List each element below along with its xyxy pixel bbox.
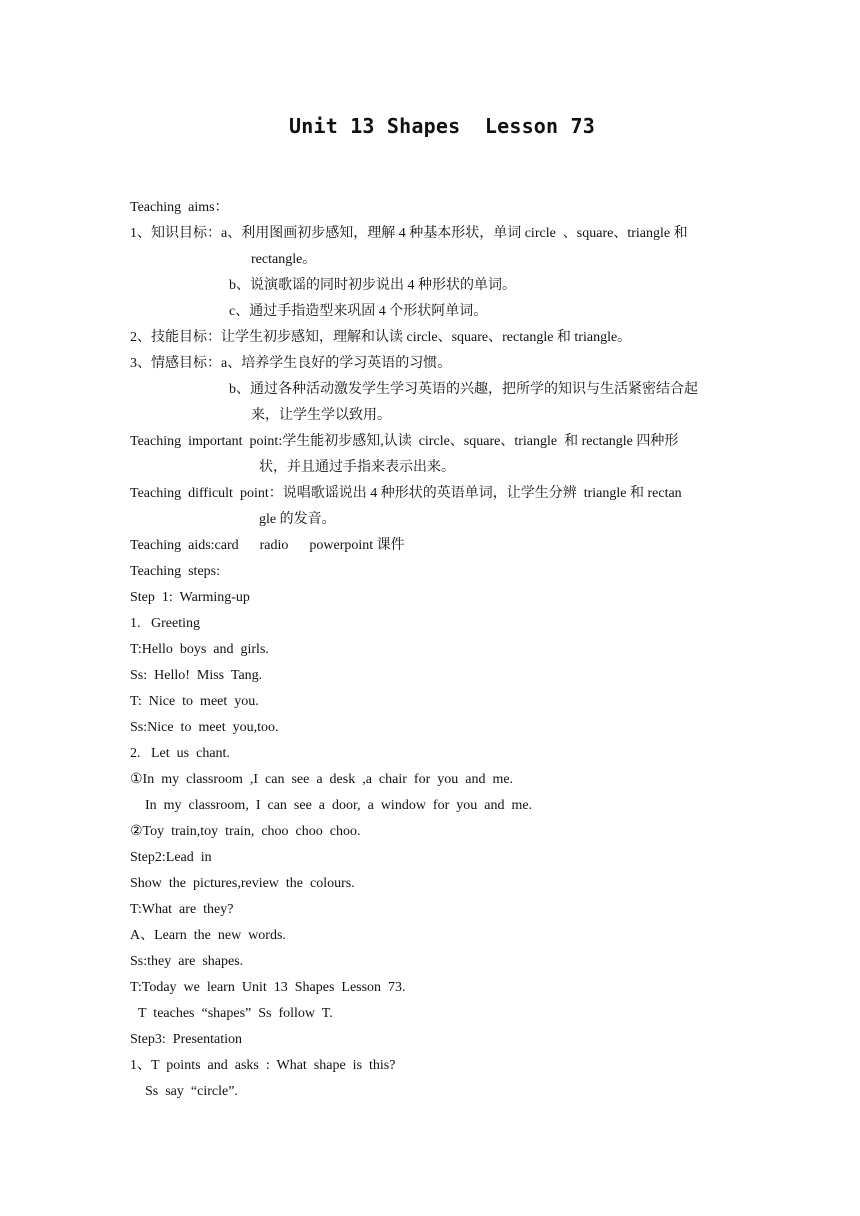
text-line: Teaching difficult point：说唱歌谣说出 4 种形状的英语单词，让学生分辨 triangle 和 rectan: [130, 486, 682, 501]
text-line: 3、情感目标：a、培养学生良好的学习英语的习惯。: [130, 356, 452, 371]
text-line: Teaching aims：: [130, 200, 229, 215]
text-line: Ss say “circle”.: [145, 1084, 238, 1099]
text-line: ②Toy train,toy train, choo choo choo.: [130, 824, 361, 839]
text-line: 2. Let us chant.: [130, 746, 230, 761]
text-line: Teaching steps:: [130, 564, 220, 579]
text-line: T teaches “shapes” Ss follow T.: [138, 1006, 333, 1021]
text-line: Ss:Nice to meet you,too.: [130, 720, 279, 735]
text-line: T:Hello boys and girls.: [130, 642, 269, 657]
text-line: rectangle。: [251, 252, 317, 267]
text-line: ①In my classroom ,I can see a desk ,a chair for you and me.: [130, 772, 514, 787]
text-line: Step2:Lead in: [130, 850, 212, 865]
text-line: 1、知识目标：a、利用图画初步感知，理解 4 种基本形状，单词 circle 、square、triangle 和: [130, 226, 688, 241]
text-line: Teaching important point:学生能初步感知,认读 circle、square、triangle 和 rectangle 四种形: [130, 434, 679, 449]
text-line: In my classroom, I can see a door, a window for you and me.: [145, 798, 533, 813]
text-line: 1、T points and asks : What shape is this?: [130, 1058, 396, 1073]
text-line: b、说演歌谣的同时初步说出 4 种形状的单词。: [229, 278, 516, 293]
document-title: Unit 13 Shapes Lesson 73: [288, 114, 596, 138]
text-line: Step 1: Warming-up: [130, 590, 250, 605]
text-line: gle 的发音。: [259, 512, 336, 527]
text-line: T:What are they?: [130, 902, 234, 917]
text-line: 来，让学生学以致用。: [251, 408, 391, 423]
text-line: Step3: Presentation: [130, 1032, 242, 1047]
text-line: 1. Greeting: [130, 616, 200, 631]
text-line: A、Learn the new words.: [130, 928, 286, 943]
text-line: T: Nice to meet you.: [130, 694, 259, 709]
text-line: Teaching aids:card radio powerpoint 课件: [130, 538, 405, 553]
text-line: Ss:they are shapes.: [130, 954, 244, 969]
text-line: Ss: Hello! Miss Tang.: [130, 668, 263, 683]
text-line: c、通过手指造型来巩固 4 个形状阿单词。: [229, 304, 488, 319]
text-line: 状，并且通过手指来表示出来。: [259, 460, 455, 475]
text-line: Show the pictures,review the colours.: [130, 876, 355, 891]
text-line: T:Today we learn Unit 13 Shapes Lesson 73.: [130, 980, 406, 995]
text-line: b、通过各种活动激发学生学习英语的兴趣，把所学的知识与生活紧密结合起: [229, 382, 698, 397]
text-line: 2、技能目标：让学生初步感知，理解和认读 circle、square、rectangle 和 triangle。: [130, 330, 632, 345]
